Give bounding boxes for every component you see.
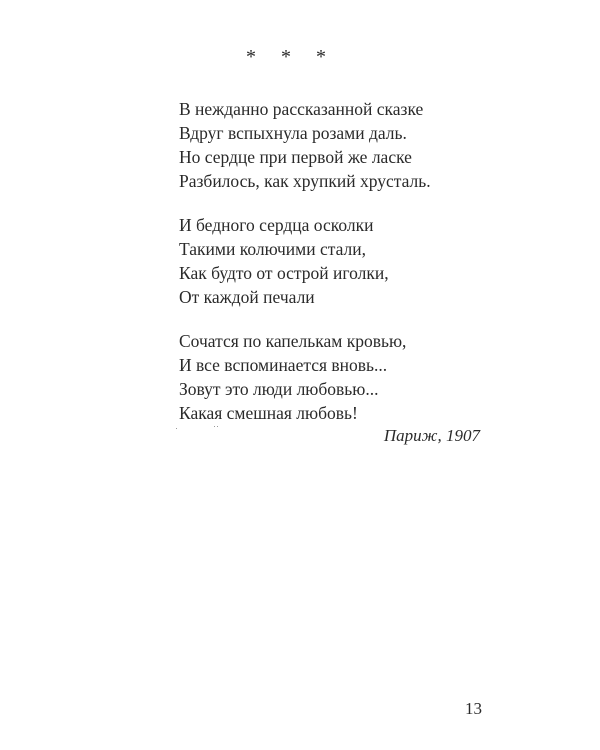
poem-line: Такими колючими стали, xyxy=(179,239,366,259)
page-number: 13 xyxy=(465,699,482,718)
print-specks xyxy=(176,426,221,430)
place-date-signature: Париж, 1907 xyxy=(383,426,480,445)
poem-line: Но сердце при первой же ласке xyxy=(179,147,412,167)
poem-line: И бедного сердца осколки xyxy=(179,215,374,235)
poem-line: Как будто от острой иголки, xyxy=(179,263,389,283)
poem-line: И все вспоминается вновь... xyxy=(179,355,388,375)
poem-line: Разбилось, как хрупкий хрусталь. xyxy=(179,171,431,191)
poem-line: Вдруг вспыхнула розами даль. xyxy=(179,123,407,143)
speck xyxy=(217,426,218,427)
poem-line: Сочатся по капелькам кровью, xyxy=(179,331,407,351)
poem-line: От каждой печали xyxy=(179,287,315,307)
poem-line: Какая смешная любовь! xyxy=(179,403,358,423)
poem-line: В нежданно рассказанной сказке xyxy=(179,99,424,119)
speck xyxy=(214,426,215,427)
stanza-2 xyxy=(179,213,519,309)
section-ornament: * * * xyxy=(246,46,336,68)
stanza-3 xyxy=(179,329,519,425)
poem-line: Зовут это люди любовью... xyxy=(179,379,379,399)
stanza-1 xyxy=(179,97,519,193)
speck xyxy=(176,428,177,429)
poem xyxy=(179,97,519,445)
